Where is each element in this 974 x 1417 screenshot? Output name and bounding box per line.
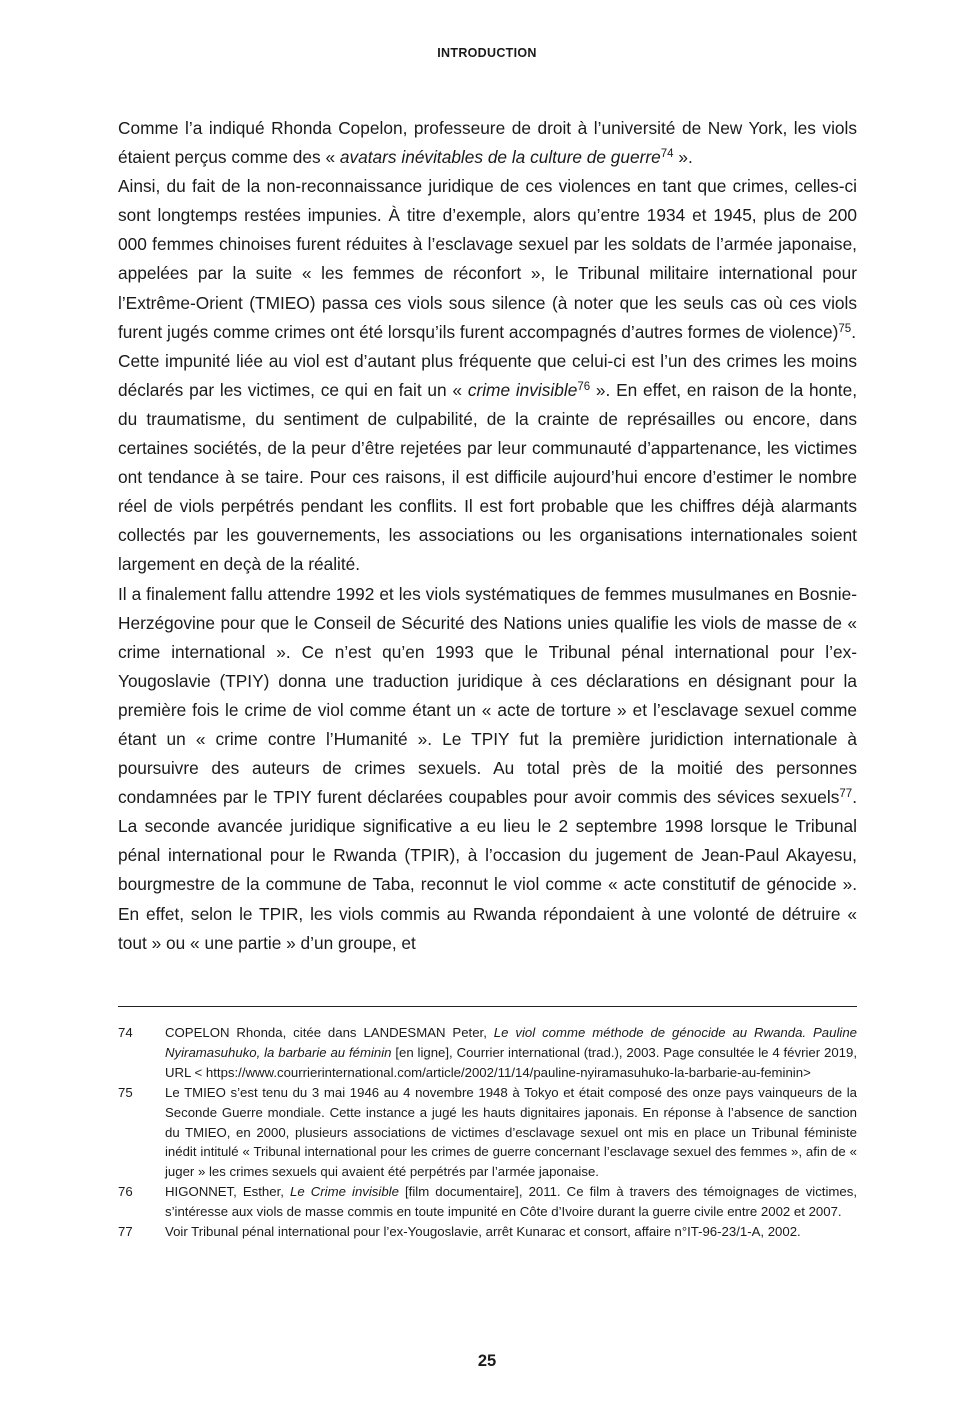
text-run: Comme l’a indiqué Rhonda Copelon, professeure de droit à l’université de New York, les viols étaient perçus comme des « (118, 118, 857, 168)
text-run: COPELON Rhonda, citée dans LANDESMAN Peter, (165, 1025, 494, 1040)
text-run: Ainsi, du fait de la non-reconnaissance juridique de ces violences en tant que crimes, celles-ci sont longtemps restées impunies. À titre d’exemple, alors qu’entre 1934 et 1945, plus de 200 000 femmes chinoises furent réduites à l’esclavage sexuel par les soldats de l’armée japonaise, appelées par la suite « les femmes de réconfort », le Tribunal militaire international pour l’Extrême-Orient (TMIEO) passa ces viols sous silence (à noter que les seuls cas où ces viols furent jugés comme crimes ont été lorsqu’ils furent accompagnés d’autres formes de violence) (118, 176, 857, 342)
footnotes (118, 1023, 857, 1242)
text-run: [en ligne], Courrier international (trad.), 2003. Page consultée le 4 février 2019, URL < https://www.courrierinternational.com/article/2002/11/14/pauline-nyiramasuhuko-la-barbarie-au-feminin> (165, 1044, 857, 1080)
footnote-74 (118, 1023, 857, 1083)
footnote-text (165, 1182, 857, 1222)
footnote-ref-75[interactable]: 75 (838, 322, 852, 335)
text-run: . La seconde avancée juridique significative a eu lieu le 2 septembre 1998 lorsque le Tribunal pénal international pour le Rwanda (TPIR), à l’occasion du jugement de Jean-Paul Akayesu, bourgmestre de la commune de Taba, reconnut le viol comme « acte constitutif de génocide ». En effet, selon le TPIR, les viols commis au Rwanda répondaient à une volonté de détruire « tout » ou « une partie » d’un groupe, et (118, 787, 857, 953)
paragraph-4 (118, 580, 857, 958)
footnote-76 (118, 1182, 857, 1222)
text-run: ». En effet, en raison de la honte, du traumatisme, du sentiment de culpabilité, de la crainte de représailles ou encore, dans certaines sociétés, de la peur d’être rejetées par leur communauté d’appartenance, les victimes ont tendance à se taire. Pour ces raisons, il est difficile aujourd’hui encore d’estimer le nombre réel de viols perpétrés pendant les conflits. Il est fort probable que les chiffres déjà alarmants collectés par les gouvernements, les associations ou les organisations internationales soient largement en deçà de la réalité. (118, 379, 858, 575)
footnote-text: Le TMIEO s’est tenu du 3 mai 1946 au 4 novembre 1948 à Tokyo et était composé des onze pays vainqueurs de la Seconde Guerre mondiale. Cette instance a jugé les hauts dignitaires japonais. En réponse à l’absence de sanction du TMIEO, en 2000, plusieurs associations de victimes d’esclavage sexuel ont mis en place un Tribunal féministe inédit intitulé « Tribunal international pour les crimes de guerre concernant l’esclavage sexuel des femmes », afin de « juger » les crimes sexuels qui avaient été perpétrés par l’armée japonaise. (165, 1084, 857, 1180)
page-number: 25 (477, 1352, 497, 1370)
footnote-number: 74 (118, 1025, 133, 1040)
footnote-number: 77 (118, 1224, 133, 1240)
text-run: [film documentaire], 2011. Ce film à travers des témoignages de victimes, s’intéresse aux viols de masse commis en toute impunité en Côte d’Ivoire durant la guerre civile entre 2002 et 2007. (165, 1184, 857, 1220)
footnote-ref-74[interactable]: 74 (660, 148, 674, 161)
footnote-ref-76[interactable]: 76 (577, 380, 591, 393)
quote-italic: avatars inévitables de la culture de guerre (339, 147, 661, 168)
footnote-77 (118, 1222, 857, 1242)
footnote-number: 75 (118, 1084, 133, 1100)
footnote-text (165, 1023, 857, 1083)
paragraph-3 (118, 347, 857, 580)
main-text (118, 114, 857, 958)
text-run: Cette impunité liée au viol est d’autant plus fréquente que celui-ci est l’un des crimes les moins déclarés par les victimes, ce qui en fait un « (118, 350, 857, 400)
running-header: INTRODUCTION (437, 46, 537, 60)
text-run: HIGONNET, Esther, (165, 1184, 291, 1200)
footnote-number: 76 (118, 1184, 133, 1200)
title-italic: Le Crime invisible (290, 1184, 399, 1200)
text-run: ». (673, 147, 693, 168)
footnote-text: Voir Tribunal pénal international pour l’ex-Yougoslavie, arrêt Kunarac et consort, affaire n°IT-96-23/1-A, 2002. (165, 1224, 801, 1240)
footnote-75 (118, 1083, 857, 1183)
title-italic: Le viol comme méthode de génocide au Rwanda. Pauline Nyiramasuhuko, la barbarie au féminin (165, 1025, 857, 1060)
text-run: Il a finalement fallu attendre 1992 et les viols systématiques de femmes musulmanes en Bosnie-Herzégovine pour que le Conseil de Sécurité des Nations unies qualifie les viols de masse de « crime international ». Ce n’est qu’en 1993 que le Tribunal pénal international pour l’ex-Yougoslavie (TPIY) donna une traduction juridique à ces déclarations en désignant pour la première fois le crime de viol comme étant un « acte de torture » et l’esclavage sexuel comme étant un « crime contre l’Humanité ». Le TPIY fut la première juridiction internationale à poursuivre des auteurs de crimes sexuels. Au total près de la moitié des personnes condamnées par le TPIY furent déclarées coupables pour avoir commis des sévices sexuels (118, 583, 857, 808)
text-run: . (851, 321, 856, 342)
quote-italic: crime invisible (467, 379, 578, 400)
footnote-ref-77[interactable]: 77 (839, 788, 853, 801)
paragraph-2 (118, 172, 857, 347)
paragraph-1 (118, 114, 857, 172)
footnote-divider (118, 1006, 857, 1007)
